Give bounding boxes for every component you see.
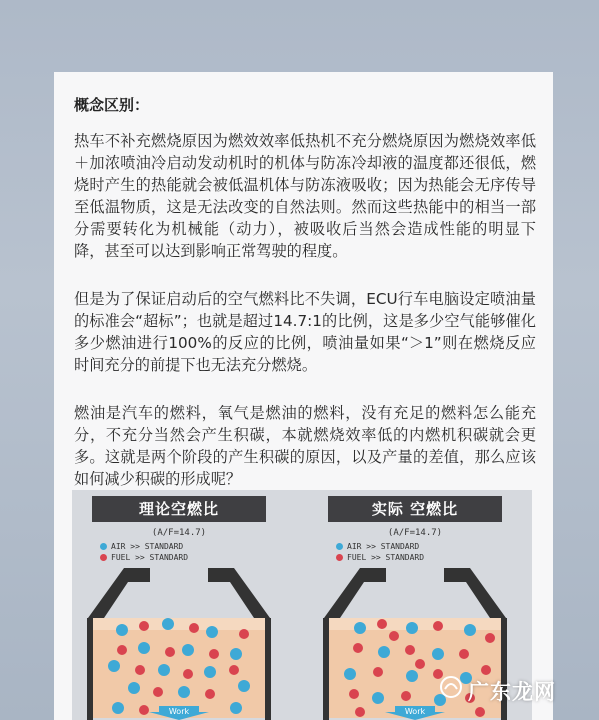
dragon-logo-icon: [438, 674, 464, 700]
legend-fuel-text: FUEL >> STANDARD: [347, 553, 425, 562]
air-dot-icon: [336, 543, 343, 550]
legend-fuel-text: FUEL >> STANDARD: [111, 553, 189, 562]
ratio-label: (A/F=14.7): [387, 528, 443, 538]
work-label: Work: [168, 707, 190, 716]
theoretical-panel: [84, 490, 284, 720]
legend-air-text: AIR >> STANDARD: [111, 542, 184, 551]
paragraph-3: 燃油是汽车的燃料，氧气是燃油的燃料，没有充足的燃料怎么能充分，不充分当然会产生积碳，本就燃烧效率低的内燃机积碳就会更多。这就是两个阶段的产生积碳的原因，以及产量的差值，那么应该如何减少积碳的形成呢？: [74, 404, 536, 488]
air-dot-icon: [100, 543, 107, 550]
site-watermark: 广东龙网: [468, 680, 556, 704]
paragraph-2: 但是为了保证启动后的空气燃料比不失调，ECU行车电脑设定喷油量的标准会“超标”；也就是超过14.7:1的比例，这是多少空气能够催化多少燃油进行100%的反应的比例，喷油量如果“＞1”则在燃烧反应时间充分的前提下也无法充分燃烧。: [74, 290, 536, 374]
paragraph-1: 热车不补充燃烧原因为燃效效率低热机不充分燃烧原因为燃烧效率低＋加浓喷油冷启动发动机时的机体与防冻冷却液的温度都还很低，燃烧时产生的热能就会被低温机体与防冻液吸收；因为热能会无序传导至低温物质，这是无法改变的自然法则。然而这些热能中的相当一部分需要转化为机械能（动力），被吸收后当然会造成性能的明显下降，甚至可以达到影响正常驾驶的程度。: [74, 132, 536, 260]
article-card: [54, 72, 553, 720]
ratio-label: (A/F=14.7): [151, 528, 207, 538]
section-heading: 概念区别：: [74, 96, 150, 114]
work-label: Work: [404, 707, 426, 716]
panel-title: 理论空燃比: [92, 496, 266, 522]
legend-air-text: AIR >> STANDARD: [347, 542, 420, 551]
panel-title: 实际 空燃比: [328, 496, 502, 522]
combustion-chamber-illustration: [84, 558, 284, 720]
legend-air: [336, 542, 419, 552]
legend-air: [100, 542, 183, 552]
